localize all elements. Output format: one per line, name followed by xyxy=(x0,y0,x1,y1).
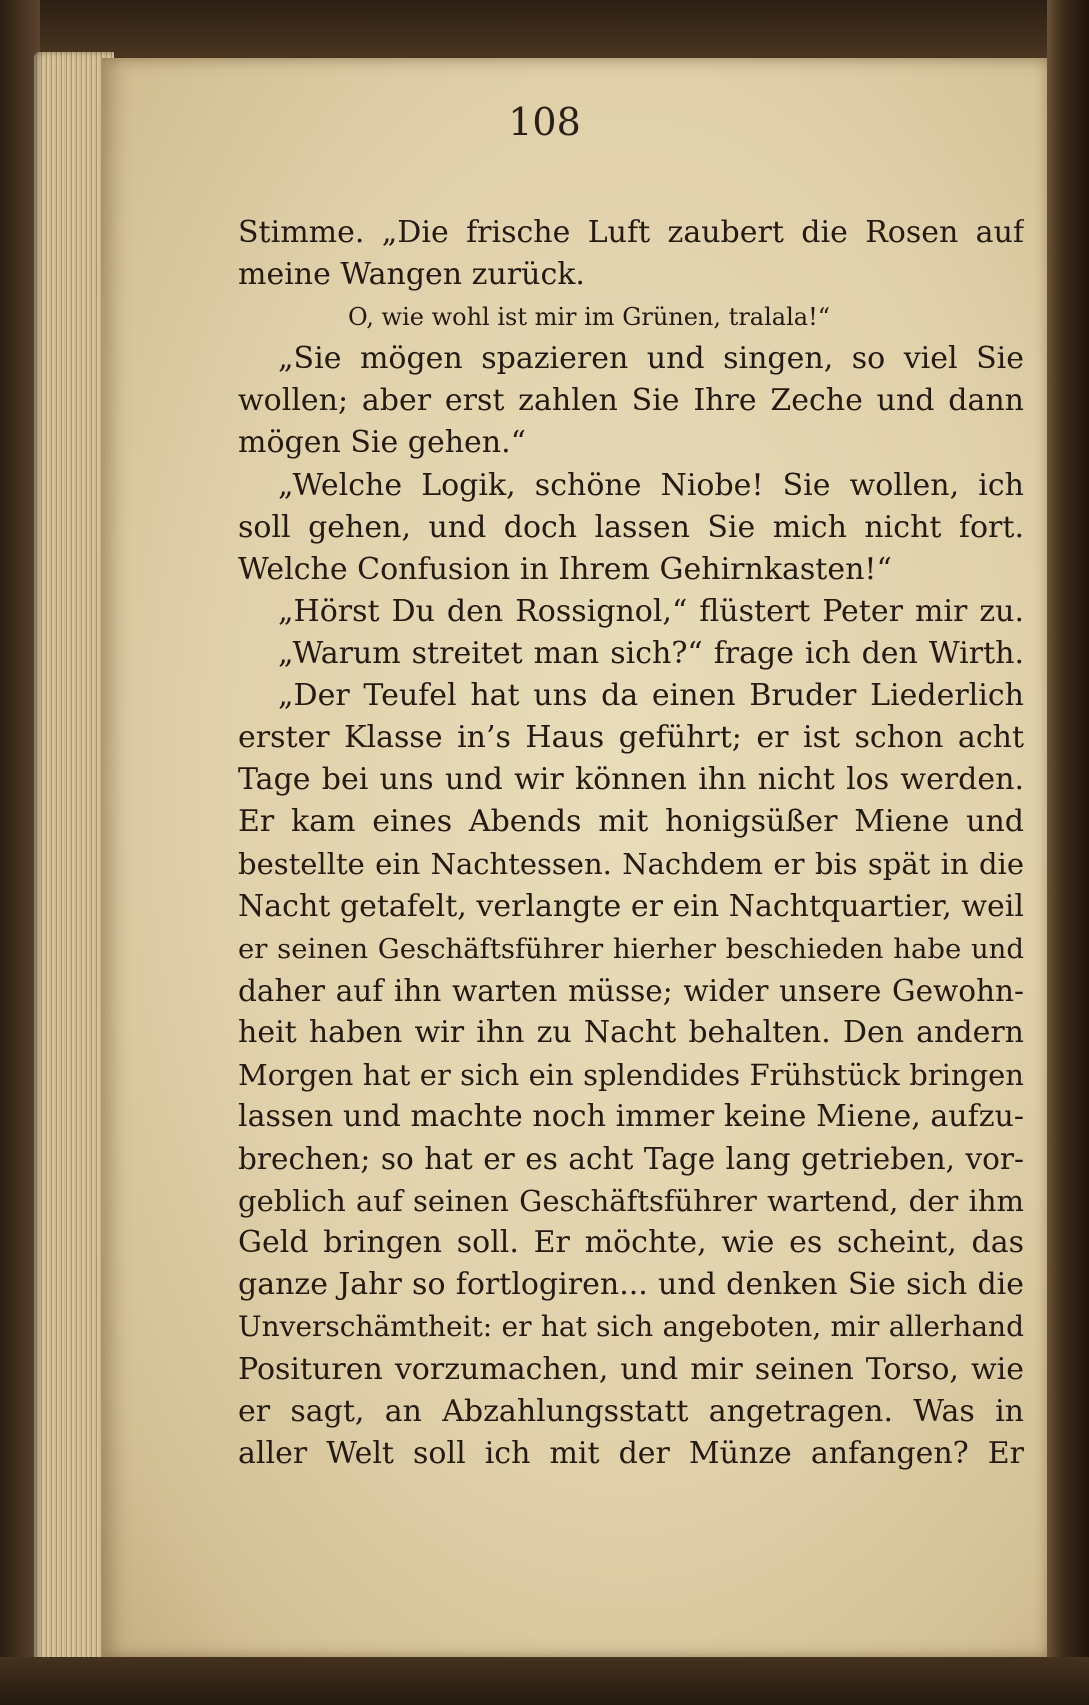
text-line: „Warum streitet man sich?“ frage ich den Wirth. xyxy=(278,635,1024,671)
text-line: soll gehen, und doch lassen Sie mich nicht fort. xyxy=(238,509,1024,545)
text-line: daher auf ihn warten müsse; wider unsere Gewohn- xyxy=(238,973,1024,1008)
text-line: er seinen Geschäftsführer hierher beschieden habe und xyxy=(238,932,1024,965)
text-line: meine Wangen zurück. xyxy=(238,257,585,293)
book-cover-bottom xyxy=(0,1657,1089,1705)
text-line: „Sie mögen spazieren und singen, so viel Sie xyxy=(278,341,1024,377)
text-line: geblich auf seinen Geschäftsführer wartend, der ihm xyxy=(238,1184,1024,1219)
text-line: lassen und machte noch immer keine Miene, aufzu- xyxy=(238,1098,1024,1134)
text-line: Geld bringen soll. Er möchte, wie es scheint, das xyxy=(238,1225,1024,1261)
text-line: „Welche Logik, schöne Niobe! Sie wollen, ich xyxy=(278,467,1024,503)
text-line: ganze Jahr so fortlogiren... und denken Sie sich die xyxy=(238,1267,1024,1303)
page-number: 108 xyxy=(508,100,581,144)
text-line: Nacht getafelt, verlangte er ein Nachtquartier, weil xyxy=(238,888,1024,924)
text-line: aller Welt soll ich mit der Münze anfangen? Er xyxy=(238,1435,1024,1471)
text-line: Welche Confusion in Ihrem Gehirnkasten!“ xyxy=(238,551,892,587)
page-text xyxy=(238,212,1024,1475)
text-line: „Hörst Du den Rossignol,“ flüstert Peter mir zu. xyxy=(278,593,1024,629)
text-line: heit haben wir ihn zu Nacht behalten. Den andern xyxy=(238,1014,1024,1050)
book-cover-right xyxy=(1047,0,1089,1705)
verse-line: O, wie wohl ist mir im Grünen, tralala!“ xyxy=(348,303,830,332)
text-line: er sagt, an Abzahlungsstatt angetragen. Was in xyxy=(238,1393,1024,1429)
text-line: mögen Sie gehen.“ xyxy=(238,425,526,461)
text-line: brechen; so hat er es acht Tage lang getrieben, vor- xyxy=(238,1142,1024,1177)
text-line: Unverschämtheit: er hat sich angeboten, mir allerhand xyxy=(238,1310,1024,1344)
text-line: bestellte ein Nachtessen. Nachdem er bis spät in die xyxy=(238,847,1024,882)
text-line: Posituren vorzumachen, und mir seinen Torso, wie xyxy=(238,1351,1024,1387)
book-cover-top xyxy=(0,0,1089,60)
text-line: Stimme. „Die frische Luft zaubert die Rosen auf xyxy=(238,215,1024,250)
text-line: wollen; aber erst zahlen Sie Ihre Zeche und dann xyxy=(238,383,1024,419)
text-line: „Der Teufel hat uns da einen Bruder Liederlich xyxy=(278,678,1024,714)
text-line: erster Klasse in’s Haus geführt; er ist schon acht xyxy=(238,720,1024,756)
text-line: Morgen hat er sich ein splendides Frühstück bringen xyxy=(238,1057,1024,1092)
text-line: Er kam eines Abends mit honigsüßer Miene und xyxy=(238,804,1024,840)
text-line: Tage bei uns und wir können ihn nicht los werden. xyxy=(238,762,1024,798)
